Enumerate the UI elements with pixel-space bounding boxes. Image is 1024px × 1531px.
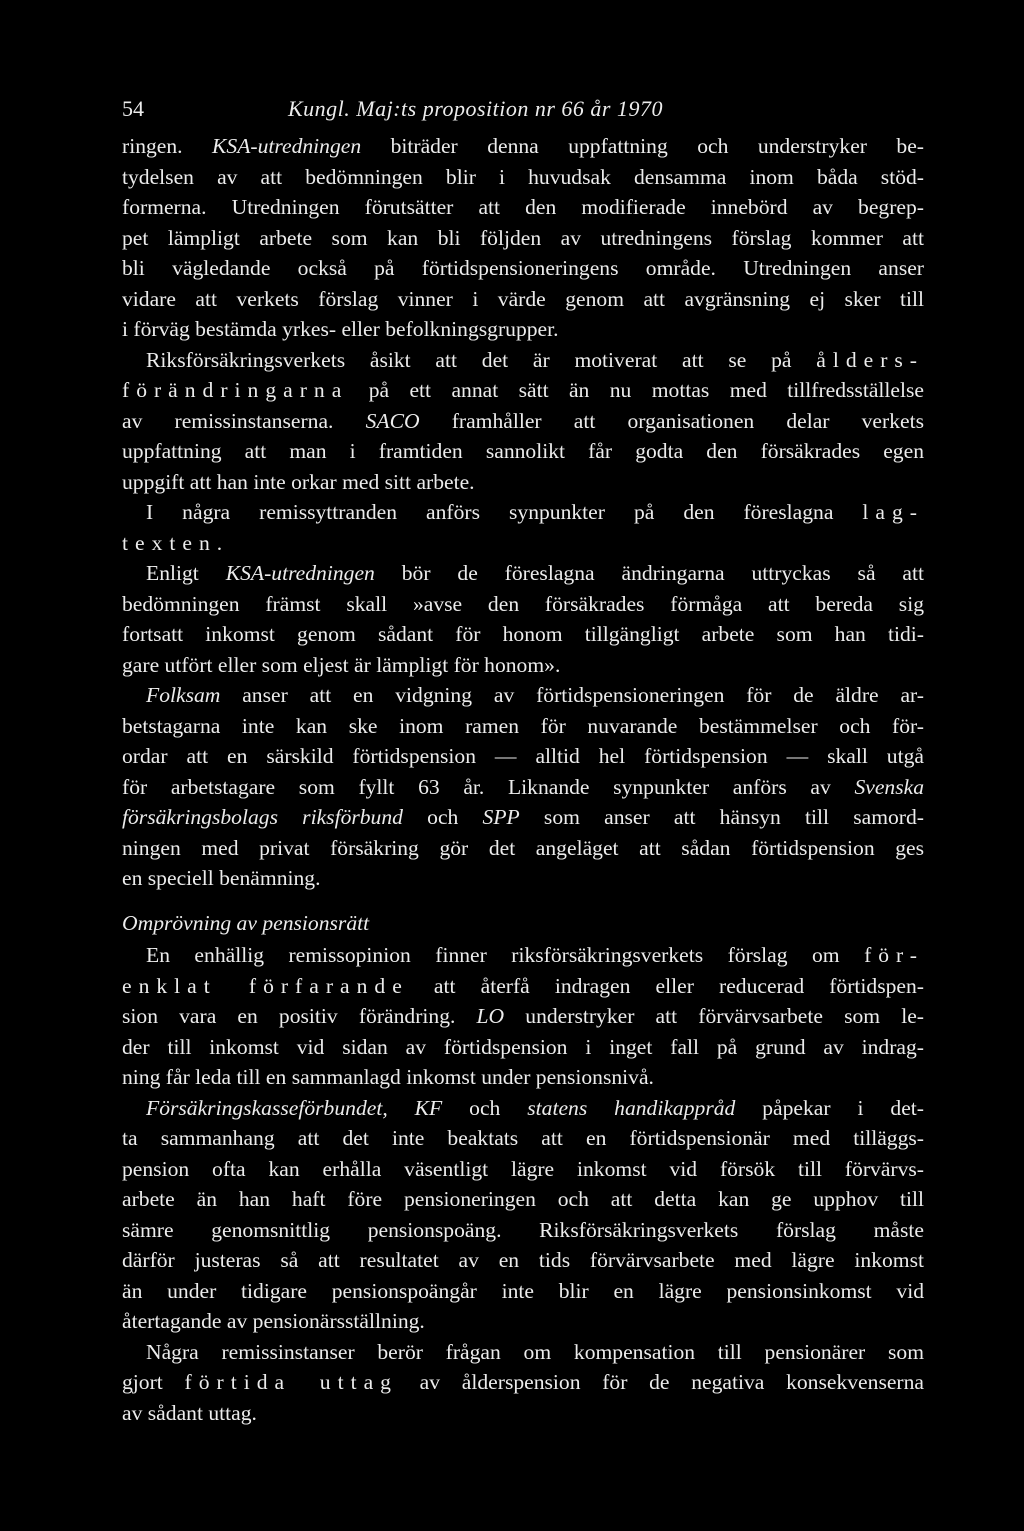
text-line: ningen med privat försäkring gör det angeläget att sådan förtidspension ges (122, 835, 924, 860)
text-line: uppfattning att man i framtiden sannolikt får godta den försäkrades egen (122, 439, 924, 463)
text-line: vidare att verkets förslag vinner i värde genom att avgränsning ej sker till (122, 286, 924, 311)
text-line: ta sammanhang att det inte beaktats att en förtidspensionär med tilläggs- (122, 1126, 924, 1150)
text-line: Enligt KSA-utredningen bör de föreslagna ändringarna uttryckas så att (146, 561, 924, 585)
text-line: uppgift att han inte orkar med sitt arbete. (122, 469, 475, 494)
text-line: bli vägledande också på förtidspensioneringens område. Utredningen anser (122, 256, 924, 280)
section-heading: Omprövning av pensionsrätt (122, 910, 370, 935)
text-line: Försäkringskasseförbundet, KF och statens handikappråd påpekar i det- (146, 1095, 924, 1120)
text-line: arbete än han haft före pensioneringen och att detta kan ge upphov till (122, 1187, 924, 1211)
body-text (122, 131, 924, 1428)
text-line: der till inkomst vid sidan av förtidspension i inget fall på grund av indrag- (122, 1034, 924, 1059)
text-line: bedömningen främst skall »avse den försäkrades förmåga att bereda sig (122, 591, 924, 616)
text-line: pension ofta kan erhålla väsentligt lägre inkomst vid försök till förvärvs- (122, 1156, 924, 1181)
text-line: försäkringsbolags riksförbund och SPP som anser att hänsyn till samord- (122, 805, 924, 829)
text-line: ordar att en särskild förtidspension — alltid hel förtidspension — skall utgå (122, 744, 924, 768)
text-line: återtagande av pensionärsställning. (122, 1309, 425, 1333)
text-line: därför justeras så att resultatet av en tids förvärvsarbete med lägre inkomst (122, 1248, 924, 1272)
text-line: enklat förfarande att återfå indragen eller reducerad förtidspen- (122, 973, 924, 998)
text-line: formerna. Utredningen förutsätter att den modifierade innebörd av begrep- (122, 195, 924, 219)
running-title: Kungl. Maj:ts proposition nr 66 år 1970 (288, 96, 663, 121)
text-line: En enhällig remissopinion finner riksförsäkringsverkets förslag om för- (146, 943, 924, 967)
page-number: 54 (122, 96, 144, 121)
text-line: Riksförsäkringsverkets åsikt att det är motiverat att se på ålders- (146, 347, 924, 372)
text-line: ringen. KSA-utredningen biträder denna uppfattning och understryker be- (122, 134, 924, 158)
text-line: I några remissyttranden anförs synpunkter på den föreslagna lag- (146, 500, 924, 524)
text-line: fortsatt inkomst genom sådant för honom tillgängligt arbete som han tidi- (122, 622, 924, 646)
text-line: för arbetstagare som fyllt 63 år. Liknande synpunkter anförs av Svenska (122, 774, 924, 799)
text-line: tydelsen av att bedömningen blir i huvudsak densamma inom båda stöd- (122, 164, 924, 189)
text-line: texten. (122, 530, 223, 555)
text-line: pet lämpligt arbete som kan bli följden av utredningens förslag kommer att (122, 225, 924, 250)
text-line: betstagarna inte kan ske inom ramen för nuvarande bestämmelser och för- (122, 713, 924, 738)
text-line: sion vara en positiv förändring. LO understryker att förvärvsarbete som le- (122, 1004, 925, 1028)
text-line: gare utfört eller som eljest är lämpligt för honom». (122, 652, 561, 677)
text-line: i förväg bestämda yrkes- eller befolkningsgrupper. (122, 317, 559, 341)
text-line: Folksam anser att en vidgning av förtidspensioneringen för de äldre ar- (146, 683, 924, 707)
text-line: förändringarna på ett annat sätt än nu mottas med tillfredsställelse (122, 378, 924, 402)
text-line: ning får leda till en sammanlagd inkomst under pensionsnivå. (122, 1065, 654, 1089)
text-line: sämre genomsnittlig pensionspoäng. Riksförsäkringsverkets förslag måste (122, 1217, 924, 1242)
text-line: än under tidigare pensionspoängår inte blir en lägre pensionsinkomst vid (122, 1278, 924, 1303)
text-line: av sådant uttag. (122, 1400, 257, 1425)
text-line: en speciell benämning. (122, 866, 321, 890)
text-line: Några remissinstanser berör frågan om kompensation till pensionärer som (146, 1339, 924, 1364)
text-line: av remissinstanserna. SACO framhåller att organisationen delar verkets (122, 408, 924, 433)
page-header (122, 92, 912, 126)
text-line: gjort förtida uttag av ålderspension för de negativa konsekvenserna (122, 1370, 925, 1394)
